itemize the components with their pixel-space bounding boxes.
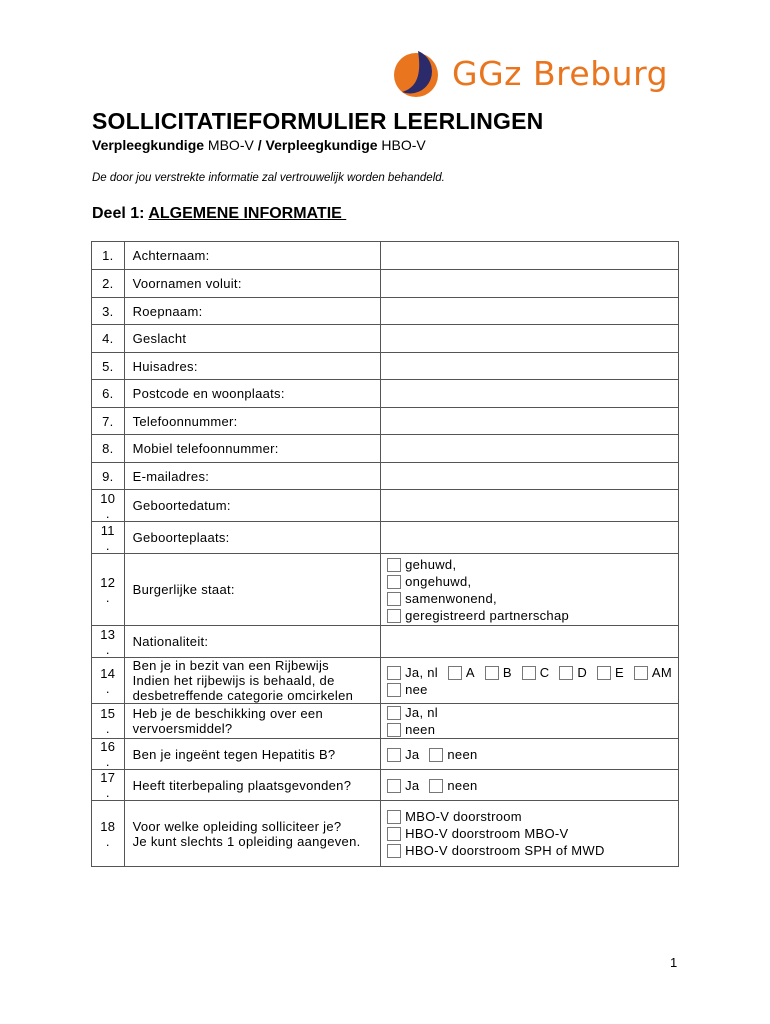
checkbox-ongehuwd[interactable] bbox=[387, 575, 401, 589]
checkbox-hepatitis-ja[interactable] bbox=[387, 748, 401, 762]
table-row bbox=[92, 704, 679, 739]
checkbox-mbo-v-doorstroom[interactable] bbox=[387, 810, 401, 824]
table-row bbox=[92, 325, 679, 353]
table-row bbox=[92, 739, 679, 770]
label-line: Heb je de beschikking over een bbox=[132, 706, 323, 721]
subtitle-bold-1: Verpleegkundige bbox=[92, 137, 205, 153]
option-label: Ja bbox=[405, 746, 420, 762]
table-row bbox=[92, 298, 679, 325]
checkbox-samenwonend[interactable] bbox=[387, 592, 401, 606]
row-number-b: . bbox=[105, 505, 110, 521]
telefoon-input[interactable] bbox=[381, 408, 679, 435]
section-prefix: Deel 1: bbox=[92, 205, 149, 222]
field-label-geboorteplaats: Geboorteplaats: bbox=[124, 522, 381, 554]
option-label: C bbox=[539, 664, 550, 680]
field-label-vervoersmiddel bbox=[124, 704, 381, 739]
field-label-huisadres: Huisadres: bbox=[124, 353, 381, 380]
row-number bbox=[92, 522, 125, 554]
label-line: Je kunt slechts 1 opleiding aangeven. bbox=[132, 833, 361, 849]
table-row bbox=[92, 270, 679, 298]
option-label: E bbox=[614, 664, 624, 680]
table-row bbox=[92, 658, 679, 704]
checkbox-hepatitis-neen[interactable] bbox=[429, 748, 443, 762]
option-label: samenwonend, bbox=[405, 590, 497, 606]
table-row bbox=[92, 522, 679, 554]
row-number-b: . bbox=[105, 754, 110, 769]
row-number-a: 15 bbox=[100, 706, 116, 721]
label-line: Indien het rijbewijs is behaald, de bbox=[132, 673, 335, 688]
table-row bbox=[92, 435, 679, 463]
row-number-b: . bbox=[105, 641, 110, 657]
email-input[interactable] bbox=[381, 463, 679, 490]
table-row bbox=[92, 490, 679, 522]
checkbox-category-am[interactable] bbox=[634, 666, 648, 680]
table-row bbox=[92, 408, 679, 435]
ggz-breburg-logo bbox=[392, 48, 682, 100]
subtitle-slash: / bbox=[257, 137, 262, 153]
row-number-b: . bbox=[105, 721, 110, 736]
row-number-a: 13 bbox=[100, 626, 116, 642]
confidentiality-notice: De door jou verstrekte informatie zal vertrouwelijk worden behandeld. bbox=[92, 172, 445, 184]
option-label: HBO-V doorstroom MBO-V bbox=[405, 826, 569, 841]
label-line: vervoersmiddel? bbox=[132, 721, 233, 736]
option-label: Ja, nl bbox=[405, 705, 438, 720]
subtitle-plain-1: MBO-V bbox=[204, 137, 258, 153]
checkbox-category-c[interactable] bbox=[522, 666, 536, 680]
row-number-a: 14 bbox=[100, 665, 116, 681]
row-number-b: . bbox=[105, 589, 110, 605]
field-label-postcode: Postcode en woonplaats: bbox=[124, 380, 381, 408]
row-number bbox=[92, 770, 125, 801]
row-number-b: . bbox=[105, 785, 110, 800]
checkbox-hbo-v-doorstroom-mbo-v[interactable] bbox=[387, 827, 401, 841]
geslacht-input[interactable] bbox=[381, 325, 679, 353]
rijbewijs-options bbox=[381, 658, 679, 704]
achternaam-input[interactable] bbox=[381, 242, 679, 270]
row-number-a: 16 bbox=[100, 739, 116, 754]
checkbox-category-b[interactable] bbox=[485, 666, 499, 680]
row-number-a: 18 bbox=[100, 818, 116, 834]
table-row bbox=[92, 626, 679, 658]
row-number-a: 11 bbox=[100, 522, 115, 538]
field-label-email: E-mailadres: bbox=[124, 463, 381, 490]
checkbox-titer-neen[interactable] bbox=[429, 779, 443, 793]
table-row bbox=[92, 353, 679, 380]
checkbox-gehuwd[interactable] bbox=[387, 558, 401, 572]
option-label: ongehuwd, bbox=[405, 573, 472, 589]
checkbox-category-d[interactable] bbox=[559, 666, 573, 680]
field-label-mobiel: Mobiel telefoonnummer: bbox=[124, 435, 381, 463]
logo-text: GGz Breburg bbox=[452, 54, 669, 93]
mobiel-input[interactable] bbox=[381, 435, 679, 463]
row-number bbox=[92, 739, 125, 770]
table-row bbox=[92, 380, 679, 408]
field-label-burgerlijke-staat: Burgerlijke staat: bbox=[124, 554, 381, 626]
row-number bbox=[92, 704, 125, 739]
subtitle-bold-2: Verpleegkundige bbox=[261, 137, 378, 153]
field-label-opleiding bbox=[124, 801, 381, 867]
checkbox-hbo-v-doorstroom-sph-mwd[interactable] bbox=[387, 844, 401, 858]
option-label: Ja, nl bbox=[405, 664, 438, 680]
row-number-a: 17 bbox=[100, 770, 116, 785]
checkbox-category-e[interactable] bbox=[597, 666, 611, 680]
page-number: 1 bbox=[670, 955, 678, 970]
titerbepaling-options bbox=[381, 770, 679, 801]
row-number-b: . bbox=[105, 833, 110, 849]
geboorteplaats-input[interactable] bbox=[381, 522, 679, 554]
checkbox-category-a[interactable] bbox=[448, 666, 462, 680]
option-label: nee bbox=[405, 681, 428, 697]
burgerlijke-staat-options bbox=[381, 554, 679, 626]
field-label-telefoon: Telefoonnummer: bbox=[124, 408, 381, 435]
option-label: Ja bbox=[405, 777, 420, 793]
option-label: MBO-V doorstroom bbox=[405, 809, 522, 824]
checkbox-geregistreerd-partnerschap[interactable] bbox=[387, 609, 401, 623]
table-row bbox=[92, 242, 679, 270]
row-number: 1. bbox=[92, 242, 125, 270]
postcode-input[interactable] bbox=[381, 380, 679, 408]
checkbox-titer-ja[interactable] bbox=[387, 779, 401, 793]
field-label-achternaam: Achternaam: bbox=[124, 242, 381, 270]
row-number: 3. bbox=[92, 298, 125, 325]
row-number: 5. bbox=[92, 353, 125, 380]
nationaliteit-input[interactable] bbox=[381, 626, 679, 658]
table-row bbox=[92, 554, 679, 626]
option-label: AM bbox=[651, 664, 672, 680]
field-label-geboortedatum: Geboortedatum: bbox=[124, 490, 381, 522]
vervoersmiddel-options bbox=[381, 704, 679, 739]
section-title: ALGEMENE INFORMATIE bbox=[148, 205, 347, 222]
section-heading bbox=[92, 205, 346, 223]
row-number bbox=[92, 626, 125, 658]
checkbox-vervoer-neen[interactable] bbox=[387, 723, 401, 737]
checkbox-rijbewijs-nee[interactable] bbox=[387, 683, 401, 697]
row-number: 9. bbox=[92, 463, 125, 490]
checkbox-rijbewijs-ja[interactable] bbox=[387, 666, 401, 680]
table-row bbox=[92, 463, 679, 490]
field-label-titerbepaling: Heeft titerbepaling plaatsgevonden? bbox=[124, 770, 381, 801]
option-label: neen bbox=[447, 777, 478, 793]
voornamen-input[interactable] bbox=[381, 270, 679, 298]
application-form-table bbox=[91, 241, 679, 867]
opleiding-options bbox=[381, 801, 679, 867]
table-row bbox=[92, 770, 679, 801]
table-row bbox=[92, 801, 679, 867]
row-number bbox=[92, 801, 125, 867]
option-label: HBO-V doorstroom SPH of MWD bbox=[405, 843, 605, 858]
page-subtitle bbox=[92, 137, 426, 153]
row-number: 4. bbox=[92, 325, 125, 353]
page-title: SOLLICITATIEFORMULIER LEERLINGEN bbox=[92, 108, 544, 134]
row-number-b: . bbox=[105, 537, 110, 553]
logo-mark-icon bbox=[392, 48, 444, 100]
geboortedatum-input[interactable] bbox=[381, 490, 679, 522]
row-number: 8. bbox=[92, 435, 125, 463]
row-number bbox=[92, 554, 125, 626]
label-line: Voor welke opleiding solliciteer je? bbox=[132, 818, 342, 834]
label-line: desbetreffende categorie omcirkelen bbox=[132, 688, 354, 703]
huisadres-input[interactable] bbox=[381, 353, 679, 380]
option-label: D bbox=[577, 664, 588, 680]
field-label-voornamen: Voornamen voluit: bbox=[124, 270, 381, 298]
option-label: neen bbox=[447, 746, 478, 762]
field-label-rijbewijs bbox=[124, 658, 381, 704]
option-label: A bbox=[465, 664, 475, 680]
row-number bbox=[92, 490, 125, 522]
label-line: Ben je in bezit van een Rijbewijs bbox=[132, 658, 329, 673]
checkbox-vervoer-ja[interactable] bbox=[387, 706, 401, 720]
row-number-b: . bbox=[105, 680, 110, 696]
field-label-hepatitis: Ben je ingeënt tegen Hepatitis B? bbox=[124, 739, 381, 770]
row-number-a: 12 bbox=[100, 574, 116, 590]
subtitle-plain-2: HBO-V bbox=[377, 137, 426, 153]
roepnaam-input[interactable] bbox=[381, 298, 679, 325]
option-label: gehuwd, bbox=[405, 556, 457, 572]
option-label: B bbox=[502, 664, 512, 680]
row-number bbox=[92, 658, 125, 704]
row-number-a: 10 bbox=[100, 490, 116, 506]
option-label: neen bbox=[405, 722, 436, 737]
field-label-geslacht: Geslacht bbox=[124, 325, 381, 353]
row-number: 6. bbox=[92, 380, 125, 408]
hepatitis-options bbox=[381, 739, 679, 770]
field-label-nationaliteit: Nationaliteit: bbox=[124, 626, 381, 658]
option-label: geregistreerd partnerschap bbox=[405, 607, 570, 623]
field-label-roepnaam: Roepnaam: bbox=[124, 298, 381, 325]
row-number: 2. bbox=[92, 270, 125, 298]
row-number: 7. bbox=[92, 408, 125, 435]
